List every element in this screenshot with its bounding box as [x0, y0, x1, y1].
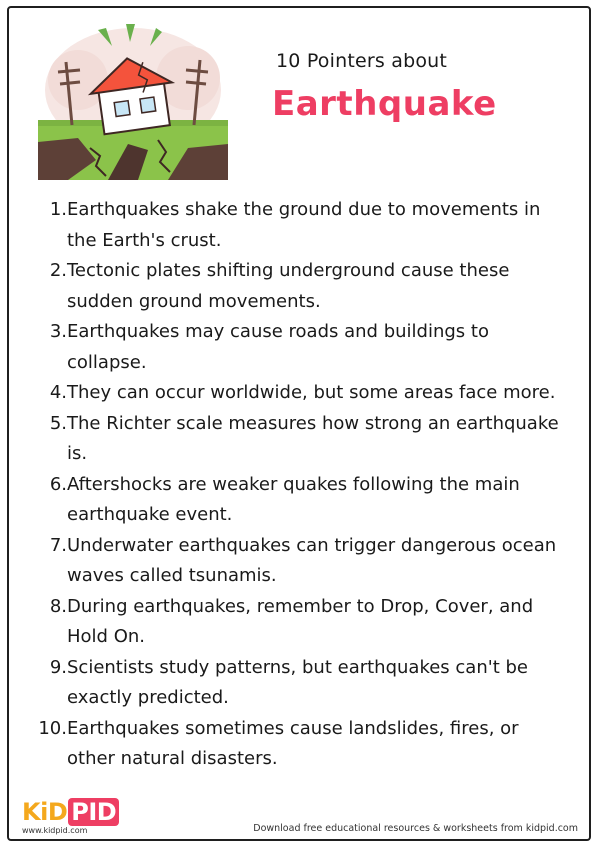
kidpid-logo[interactable]: [22, 800, 119, 835]
item-number: 8.: [49, 595, 67, 617]
item-number: 2.: [49, 260, 67, 281]
item-number: 3.: [49, 321, 67, 342]
item-number: 4.: [49, 382, 67, 403]
item-text: Underwater earthquakes can trigger dangerous ocean waves called tsunamis.: [67, 534, 557, 586]
list-item: [30, 378, 575, 409]
earthquake-house-illustration: [38, 20, 228, 180]
page-title: Earthquake: [272, 84, 497, 124]
list-item: [30, 256, 575, 317]
item-number: 1.: [49, 199, 67, 220]
logo-wordmark: KiD PID: [22, 800, 119, 824]
list-item: [30, 470, 575, 531]
list-item: [30, 653, 575, 714]
item-text: Tectonic plates shifting underground cause these sudden ground movements.: [67, 260, 510, 312]
list-item: [30, 592, 575, 653]
item-text: Earthquakes shake the ground due to movements in the Earth's crust.: [67, 199, 541, 251]
item-text: They can occur worldwide, but some areas face more.: [67, 382, 556, 403]
logo-url: www.kidpid.com: [22, 826, 88, 835]
item-text: Aftershocks are weaker quakes following the main earthquake event.: [67, 473, 520, 525]
item-number: 5.: [49, 412, 67, 434]
item-number: 7.: [49, 534, 67, 556]
item-text: Scientists study patterns, but earthquakes can't be exactly predicted.: [67, 656, 528, 708]
item-text: The Richter scale measures how strong an earthquake is.: [67, 412, 559, 464]
list-item: [30, 317, 575, 378]
list-item: [30, 195, 575, 256]
item-number: 6.: [49, 473, 67, 495]
item-text: Earthquakes sometimes cause landslides, fires, or other natural disasters.: [67, 717, 519, 769]
item-number: 9.: [49, 656, 67, 678]
footer-text: Download free educational resources & worksheets from kidpid.com: [253, 823, 578, 834]
item-number: 10.: [38, 717, 67, 739]
list-item: [30, 714, 575, 775]
item-text: During earthquakes, remember to Drop, Cover, and Hold On.: [67, 595, 534, 647]
list-item: [30, 531, 575, 592]
pointer-list: [30, 195, 575, 775]
page-subtitle: 10 Pointers about: [276, 50, 448, 72]
list-item: [30, 409, 575, 470]
item-text: Earthquakes may cause roads and buildings to collapse.: [67, 321, 489, 373]
